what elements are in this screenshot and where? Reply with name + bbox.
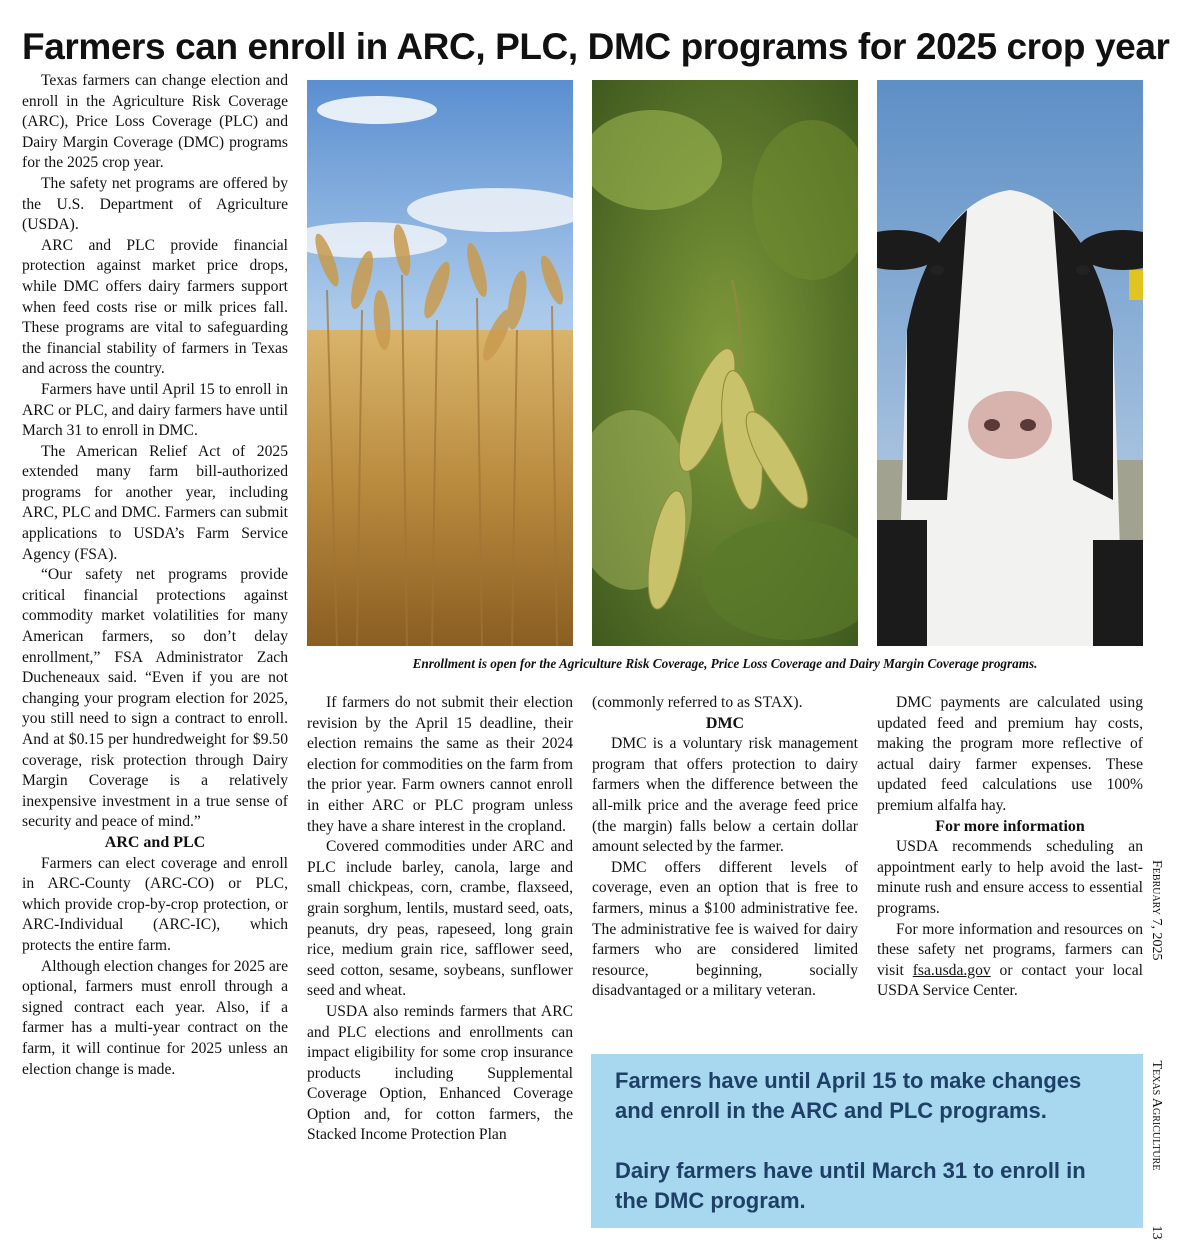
- subhead-arc-plc: ARC and PLC: [104, 833, 206, 851]
- dairy-cow-photo: [877, 80, 1143, 646]
- issue-date: February 7, 2025: [1149, 860, 1164, 961]
- paragraph: The American Relief Act of 2025 extended many farm bill-authorized programs for another year, including ARC, PLC and DMC. Farmers can submit applications to USDA’s Farm Service Agency (FSA).: [22, 442, 288, 563]
- paragraph: Although election changes for 2025 are optional, farmers must enroll through a signed contract each year. Also, if a farmer has a multi-year contract on the farm, it will continue for 2025 unless an election change is made.: [22, 957, 288, 1078]
- article-column-3: [592, 693, 858, 1002]
- paragraph: The safety net programs are offered by the U.S. Department of Agriculture (USDA).: [22, 174, 288, 234]
- paragraph: Texas farmers can change election and enroll in the Agriculture Risk Coverage (ARC), Price Loss Coverage (PLC) and Dairy Margin Coverage (DMC) programs for the 2025 crop year.: [22, 72, 288, 172]
- paragraph: [877, 920, 1143, 1002]
- callout-dmc-deadline: Dairy farmers have until March 31 to enroll in the DMC program.: [615, 1158, 1086, 1213]
- article-column-2: [307, 693, 573, 1146]
- paragraph: DMC offers different levels of coverage, even an option that is free to farmers, minus a $100 administrative fee. The administrative fee is waived for dairy farmers who are considered limited resource, beginning, socially disadvantaged or a military veteran.: [592, 858, 858, 1000]
- paragraph: DMC payments are calculated using updated feed and premium hay costs, making the program more reflective of actual dairy farmer expenses. These updated feed calculations use 100% premium alfalfa hay.: [877, 694, 1143, 814]
- fsa-website-link[interactable]: fsa.usda.gov: [912, 961, 991, 979]
- subhead-more-info: For more information: [935, 817, 1085, 835]
- paragraph: USDA recommends scheduling an appointment early to help avoid the last-minute rush and ensure access to essential programs.: [877, 838, 1143, 917]
- paragraph: Farmers can elect coverage and enroll in ARC-County (ARC-CO) or PLC, which provide crop-by-crop protection, or ARC-Individual (ARC-IC), which protects the entire farm.: [22, 854, 288, 954]
- text: or contact your local USDA Service Center.: [877, 961, 1143, 1000]
- callout-arc-plc-deadline: Farmers have until April 15 to make changes and enroll in the ARC and PLC programs.: [615, 1068, 1082, 1123]
- headline: Farmers can enroll in ARC, PLC, DMC programs for 2025 crop year: [22, 26, 1170, 67]
- paragraph: USDA also reminds farmers that ARC and PLC elections and enrollments can impact eligibility for some crop insurance products including Supplemental Coverage Option, Enhanced Coverage Option and, for cotton farmers, the Stacked Income Protection Plan: [307, 1002, 573, 1144]
- paragraph: DMC is a voluntary risk management program that offers protection to dairy farmers when the difference between the all-milk price and the average feed price (the margin) falls below a certain dollar amount selected by the farmer.: [592, 735, 858, 856]
- deadline-callout-box: [591, 1054, 1143, 1228]
- paragraph: (commonly referred to as STAX).: [592, 694, 803, 711]
- article-column-4: [877, 693, 1143, 1002]
- paragraph: Covered commodities under ARC and PLC include barley, canola, large and small chickpeas, corn, crambe, flaxseed, grain sorghum, lentils, mustard seed, oats, peanuts, dry peas, rapeseed, long grain rice, medium grain rice, safflower seed, seed cotton, sesame, soybeans, sunflower seed and wheat.: [307, 838, 573, 1000]
- paragraph: ARC and PLC provide financial protection against market price drops, while DMC offers dairy farmers support when feed costs rise or milk prices fall. These programs are vital to safeguarding the financial stability of farmers in Texas and across the country.: [22, 236, 288, 378]
- paragraph: Farmers have until April 15 to enroll in ARC or PLC, and dairy farmers have until March 31 to enroll in DMC.: [22, 380, 288, 440]
- paragraph: If farmers do not submit their election revision by the April 15 deadline, their election remains the same as their 2024 election for commodities on the farm from the prior year. Farm owners cannot enroll in either ARC or PLC program unless they have a share interest in the cropland.: [307, 694, 573, 835]
- publication-name: Texas Agriculture: [1149, 1060, 1164, 1171]
- quote-paragraph: “Our safety net programs provide critical financial protections against commodity market volatilities for many American farmers, so don’t delay enrollment,” FSA Administrator Zach Ducheneaux said. “Even if you are not changing your program election for 2025, you still need to sign a contract to enroll. And at $0.15 per hundredweight for $9.50 coverage, risk protection through Dairy Margin Coverage is a relatively inexpensive investment in a true sense of security and peace of mind.”: [22, 566, 288, 831]
- wheat-photo: [307, 80, 573, 646]
- page-number: 13: [1149, 1225, 1164, 1240]
- article-column-1: [22, 71, 288, 1080]
- text: For more information and resources on these safety net programs, farmers can visit: [877, 920, 1143, 979]
- soybean-photo: [592, 80, 858, 646]
- subhead-dmc: DMC: [705, 714, 745, 732]
- page-footer-sidebar: [1143, 860, 1170, 1240]
- photo-caption: Enrollment is open for the Agriculture Risk Coverage, Price Loss Coverage and Dairy Margin Coverage programs.: [412, 656, 1038, 671]
